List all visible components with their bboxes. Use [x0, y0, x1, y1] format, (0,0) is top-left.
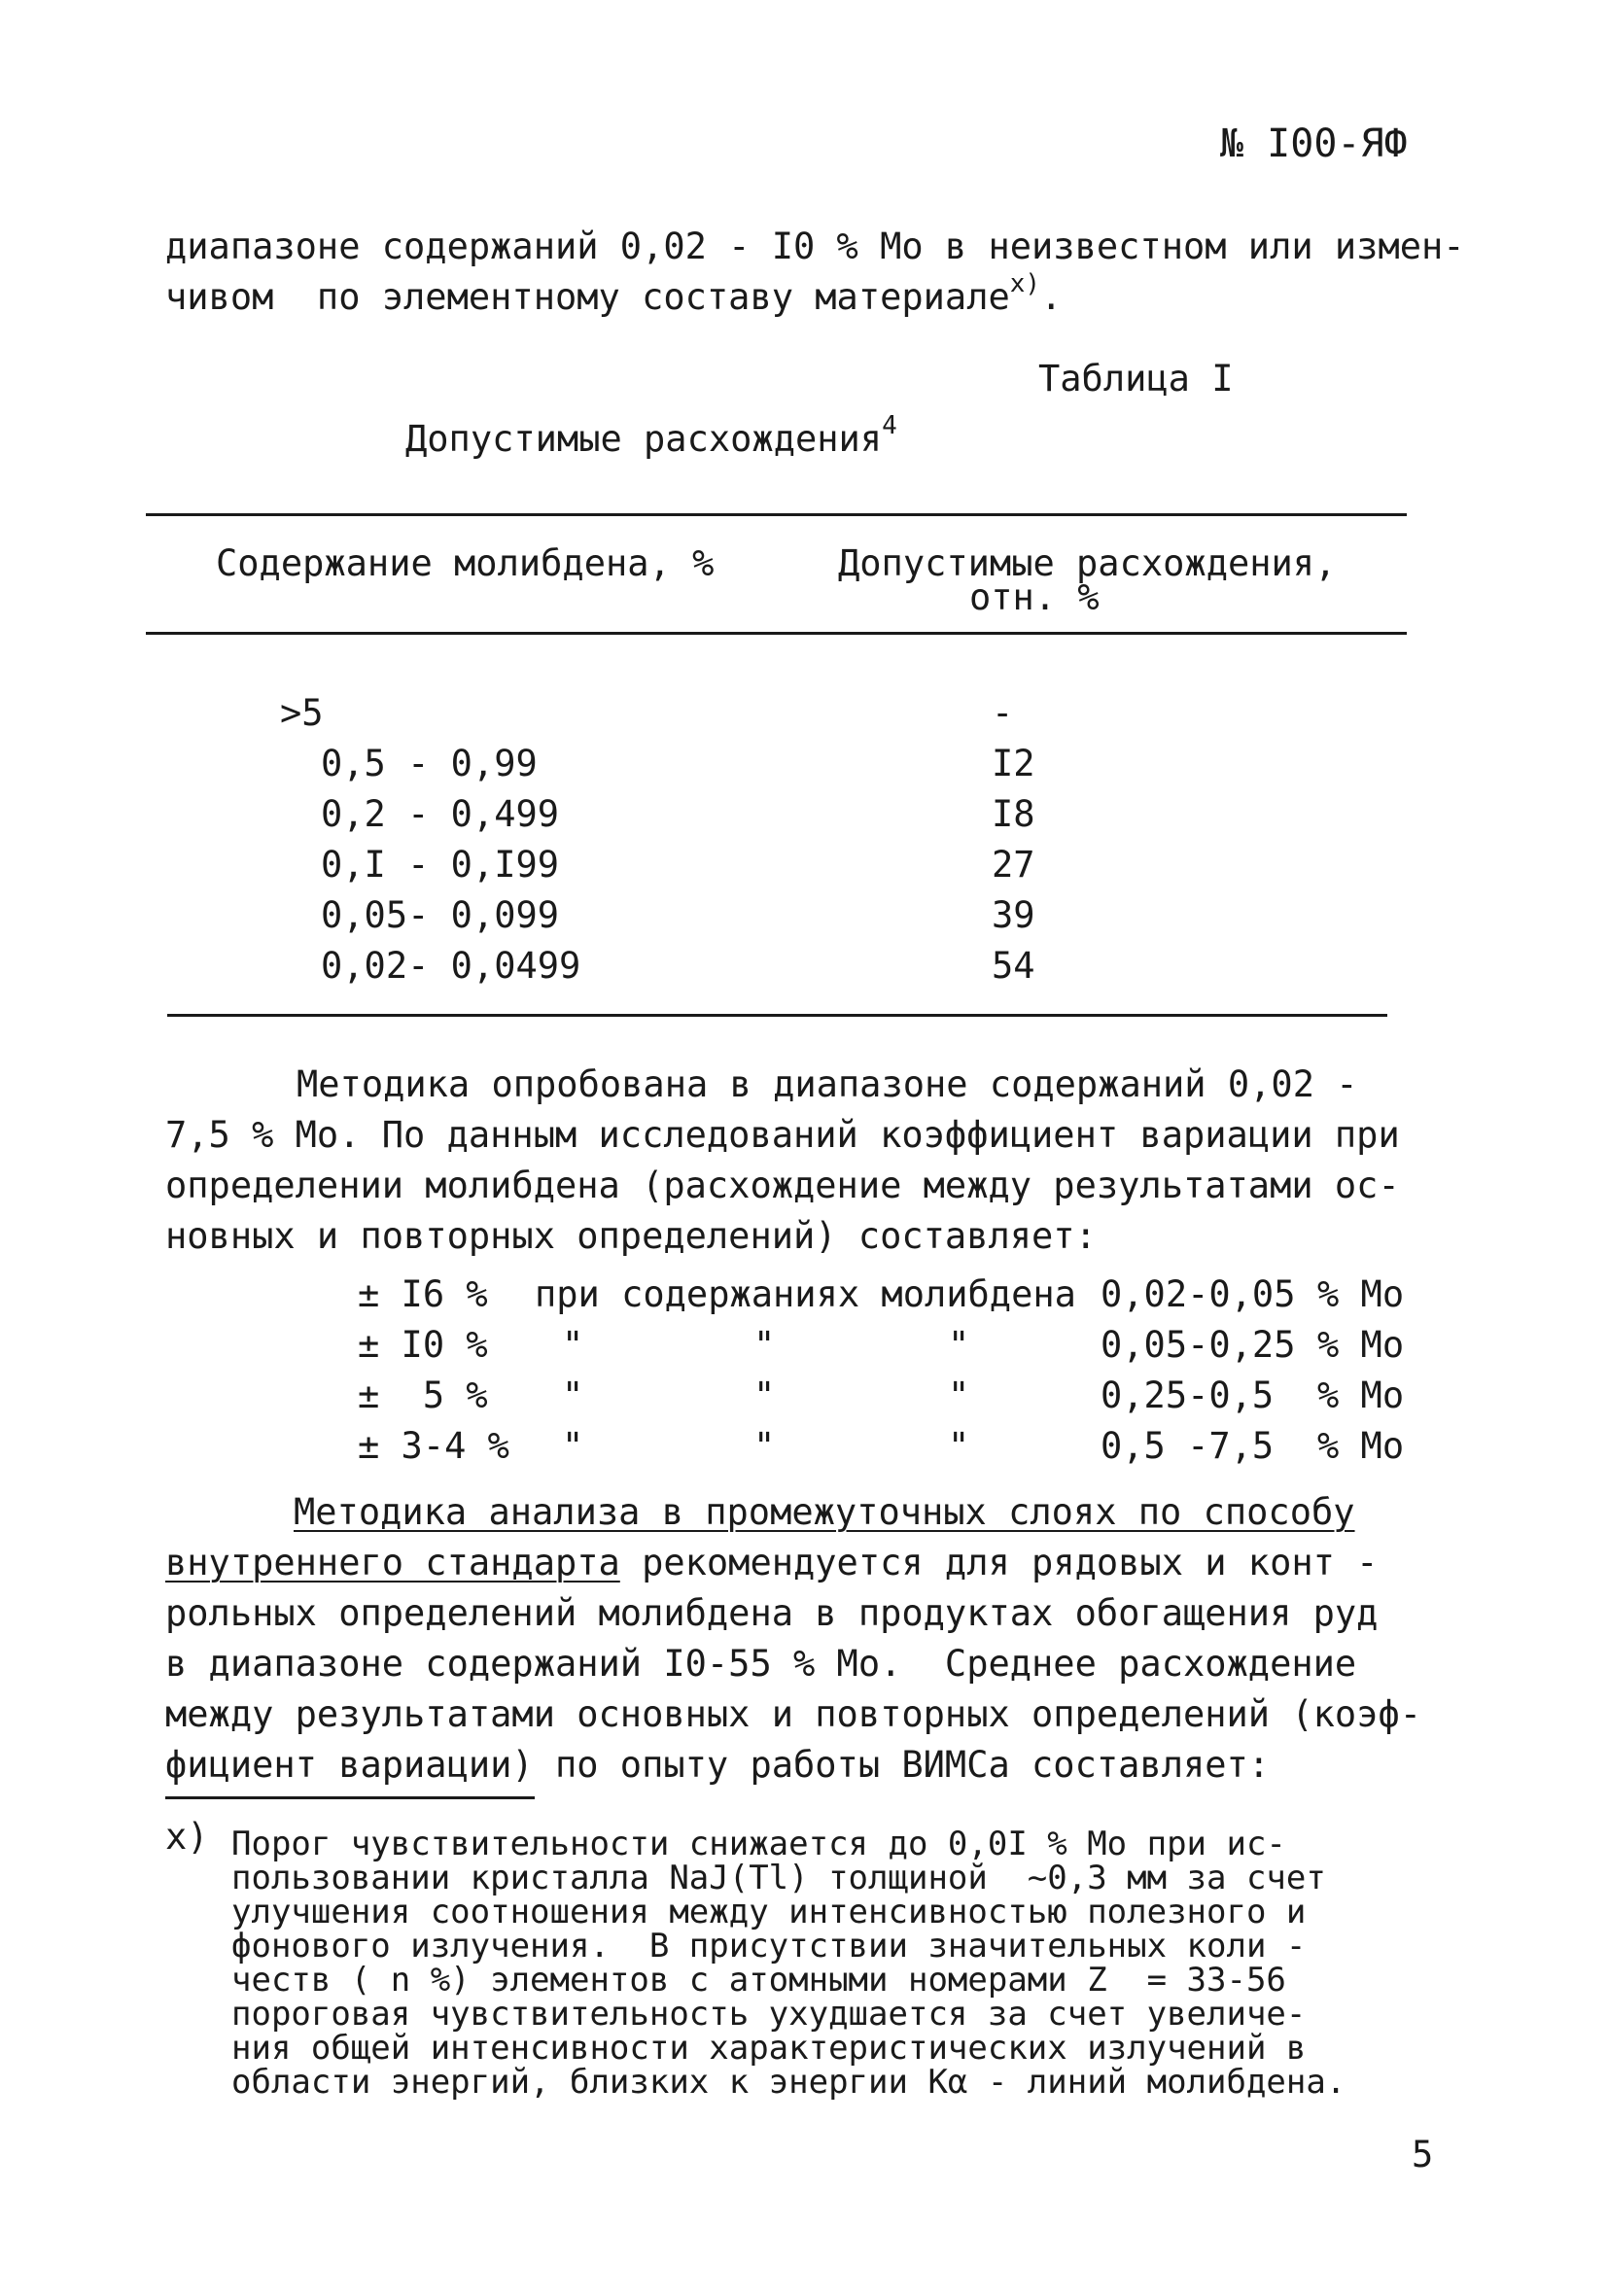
para2-line-3: рольных определений молибдена в продуктах обогащения руд [165, 1592, 1379, 1634]
stat-row-3-ditto-2: " [753, 1374, 776, 1416]
intro-line-2-text: чивом по элементному составу материале [165, 276, 1010, 318]
para2-line-4: в диапазоне содержаний I0-55 % Mo. Среднее расхождение [165, 1643, 1357, 1685]
document-number: № I00-ЯФ [1220, 122, 1408, 166]
stat-row-2-ditto-1: " [562, 1324, 584, 1366]
stat-row-4-ditto-3: " [948, 1425, 970, 1467]
footnote-line-4: фонового излучения. В присутствии значительных коли - [231, 1927, 1307, 1966]
footnote-line-7: ния общей интенсивности характеристических излучений в [231, 2029, 1307, 2068]
intro-line-2 [165, 269, 1063, 327]
row6-deviation: 54 [992, 945, 1035, 987]
para2-line-5: между результатами основных и повторных определений (коэф- [165, 1693, 1422, 1735]
row4-content: 0,I - 0,I99 [321, 844, 560, 886]
footnote-line-6: пороговая чувствительность ухудшается за счет увеличе- [231, 1995, 1307, 2034]
intro-line-2-end: . [1040, 276, 1063, 318]
row4-deviation: 27 [992, 844, 1035, 886]
col1-header: Содержание молибдена, % [216, 542, 715, 584]
footnote-line-5: честв ( n %) элементов с атомными номерами Z = 33-56 [231, 1961, 1286, 2000]
footnote-ref-x: x) [1009, 269, 1041, 298]
row1-deviation: - [992, 692, 1014, 734]
para2-line-2 [165, 1538, 1378, 1588]
row5-deviation: 39 [992, 894, 1035, 936]
row6-content: 0,02- 0,0499 [321, 945, 581, 987]
table-caption: Таблица I [1038, 358, 1234, 400]
stat-row-3-unit: % Mo [1317, 1374, 1405, 1416]
footnote-line-3: улучшения соотношения между интенсивностью полезного и [231, 1893, 1307, 1931]
row5-content: 0,05- 0,099 [321, 894, 560, 936]
table-title-ref: 4 [882, 411, 897, 440]
row2-content: 0,5 - 0,99 [321, 743, 538, 784]
stat-row-4-range: 0,5 -7,5 [1101, 1425, 1275, 1467]
stat-row-3-ditto-1: " [562, 1374, 584, 1416]
footnote-line-1: Порог чувствительности снижается до 0,0I % Mo при ис- [231, 1825, 1286, 1863]
footnote-line-8: области энергий, близких к энергии Kα - линий молибдена. [231, 2063, 1346, 2102]
stat-row-2-unit: % Mo [1317, 1324, 1405, 1366]
footnote-mark: x) [165, 1816, 209, 1858]
stat-row-1-pm: ± I6 % [358, 1273, 488, 1315]
stat-row-1-unit: % Mo [1317, 1273, 1405, 1315]
stat-row-3-pm: ± 5 % [358, 1374, 488, 1416]
para2-line-1-underlined: Методика анализа в промежуточных слоях по способу [294, 1491, 1355, 1533]
para1-line-1: Методика опробована в диапазоне содержаний 0,02 - [297, 1063, 1358, 1105]
stat-row-1-range: 0,02-0,05 [1101, 1273, 1296, 1315]
stat-row-2-ditto-2: " [753, 1324, 776, 1366]
stat-row-2-range: 0,05-0,25 [1101, 1324, 1296, 1366]
para2-line-6: фициент вариации) по опыту работы ВИМСа составляет: [165, 1744, 1271, 1786]
table-top-rule [146, 513, 1407, 516]
intro-line-1: диапазоне содержаний 0,02 - I0 % Mo в неизвестном или измен- [165, 226, 1465, 267]
stat-row-1-label: при содержаниях молибдена [535, 1273, 1076, 1315]
para1-line-3: определении молибдена (расхождение между результатами ос- [165, 1165, 1400, 1206]
stat-row-4-ditto-2: " [753, 1425, 776, 1467]
para2-line-2-rest: рекомендуется для рядовых и конт - [619, 1542, 1379, 1583]
col2-header-line1: Допустимые расхождения, [838, 542, 1337, 584]
footnote-separator [165, 1796, 535, 1799]
stat-row-4-ditto-1: " [562, 1425, 584, 1467]
stat-row-4-pm: ± 3-4 % [358, 1425, 509, 1467]
row3-deviation: I8 [992, 793, 1035, 835]
table-bottom-rule [167, 1014, 1387, 1017]
footnote-line-2: пользовании кристалла NaJ(Tl) толщиной ~0,3 мм за счет [231, 1859, 1326, 1897]
table-header-rule [146, 632, 1407, 635]
page-number: 5 [1412, 2134, 1434, 2175]
row3-content: 0,2 - 0,499 [321, 793, 560, 835]
para1-line-4: новных и повторных определений) составляет: [165, 1215, 1097, 1257]
table-title [405, 411, 897, 460]
table-title-text: Допустимые расхождения [405, 418, 883, 460]
col2-header-line2: отн. % [969, 576, 1100, 618]
stat-row-2-ditto-3: " [948, 1324, 970, 1366]
row1-content: >5 [280, 692, 324, 734]
para2-underlined-term: внутреннего стандарта [165, 1542, 620, 1583]
stat-row-4-unit: % Mo [1317, 1425, 1405, 1467]
row2-deviation: I2 [992, 743, 1035, 784]
stat-row-2-pm: ± I0 % [358, 1324, 488, 1366]
stat-row-3-ditto-3: " [948, 1374, 970, 1416]
stat-row-3-range: 0,25-0,5 [1101, 1374, 1275, 1416]
para1-line-2: 7,5 % Mo. По данным исследований коэффициент вариации при [165, 1114, 1400, 1156]
